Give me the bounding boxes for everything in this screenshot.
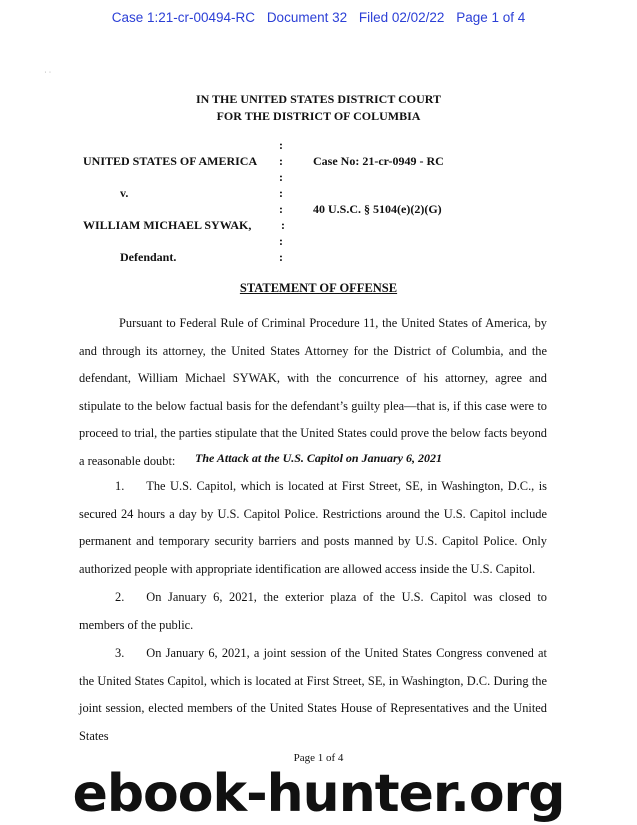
document-title: STATEMENT OF OFFENSE xyxy=(239,281,398,295)
paragraph-2 xyxy=(79,584,547,639)
caption-colon: : xyxy=(279,154,283,168)
caption-colon: : xyxy=(279,138,283,152)
caption-plaintiff: UNITED STATES OF AMERICA xyxy=(83,154,258,168)
scan-speck: ˙ ˙ xyxy=(44,70,52,79)
watermark-text: ebook-hunter.org xyxy=(72,764,565,824)
case-number-header: Case 1:21-cr-00494-RC xyxy=(111,10,256,25)
intro-text: Pursuant to Federal Rule of Criminal Procedure 11, the United States of America, by and through its attorney, the United States Attorney for the District of Columbia, and the defendant, William Michael SYWAK, with the concurrence of his attorney, agree and stipulate to the below factual basis for the defendant’s guilty plea—that is, if this case were to proceed to trial, the parties stipulate that the United States could prove the below facts beyond a reasonable doubt: xyxy=(79,316,547,468)
court-heading-line2: FOR THE DISTRICT OF COLUMBIA xyxy=(216,109,421,123)
paragraph-number: 1. xyxy=(115,479,125,493)
caption-case-number: Case No: 21-cr-0949 - RC xyxy=(313,154,444,168)
caption-defendant-name: WILLIAM MICHAEL SYWAK, xyxy=(83,218,252,232)
caption-colon: : xyxy=(281,218,285,232)
paragraph-text: The U.S. Capitol, which is located at First Street, SE, in Washington, D.C., is secured 24 hours a day by U.S. Capitol Police. Restrictions around the U.S. Capitol include permanent and temporary security barriers and posts manned by U.S. Capitol Police. Only authorized people with appropriate identification are allowed access inside the U.S. Capitol. xyxy=(79,479,547,576)
caption-defendant-label: Defendant. xyxy=(120,250,177,264)
paragraph-1 xyxy=(79,473,547,583)
caption-colon: : xyxy=(279,234,283,248)
page-number-header: Page 1 of 4 xyxy=(456,10,526,25)
caption-colon: : xyxy=(279,186,283,200)
paragraph-text: On January 6, 2021, a joint session of the United States Congress convened at the United States Capitol, which is located at First Street, SE, in Washington, D.C. During the joint session, elected members of the United States House of Representatives and the United States xyxy=(79,646,547,743)
document-number-header: Document 32 xyxy=(266,10,348,25)
caption-colon: : xyxy=(279,170,283,184)
paragraph-number: 2. xyxy=(115,590,125,604)
paragraph-text: On January 6, 2021, the exterior plaza of the U.S. Capitol was closed to members of the public. xyxy=(79,590,547,632)
paragraph-number: 3. xyxy=(115,646,125,660)
paragraph-3 xyxy=(79,640,547,750)
caption-statute: 40 U.S.C. § 5104(e)(2)(G) xyxy=(313,202,442,216)
court-heading-line1: IN THE UNITED STATES DISTRICT COURT xyxy=(195,92,442,106)
filed-date-header: Filed 02/02/22 xyxy=(358,10,445,25)
court-heading xyxy=(0,91,637,125)
caption-colon: : xyxy=(279,202,283,216)
ecf-header xyxy=(0,10,637,25)
caption-colon: : xyxy=(279,250,283,264)
section-heading: The Attack at the U.S. Capitol on January 6, 2021 xyxy=(195,451,442,465)
caption-versus: v. xyxy=(120,186,129,200)
page-footer: Page 1 of 4 xyxy=(293,752,344,764)
